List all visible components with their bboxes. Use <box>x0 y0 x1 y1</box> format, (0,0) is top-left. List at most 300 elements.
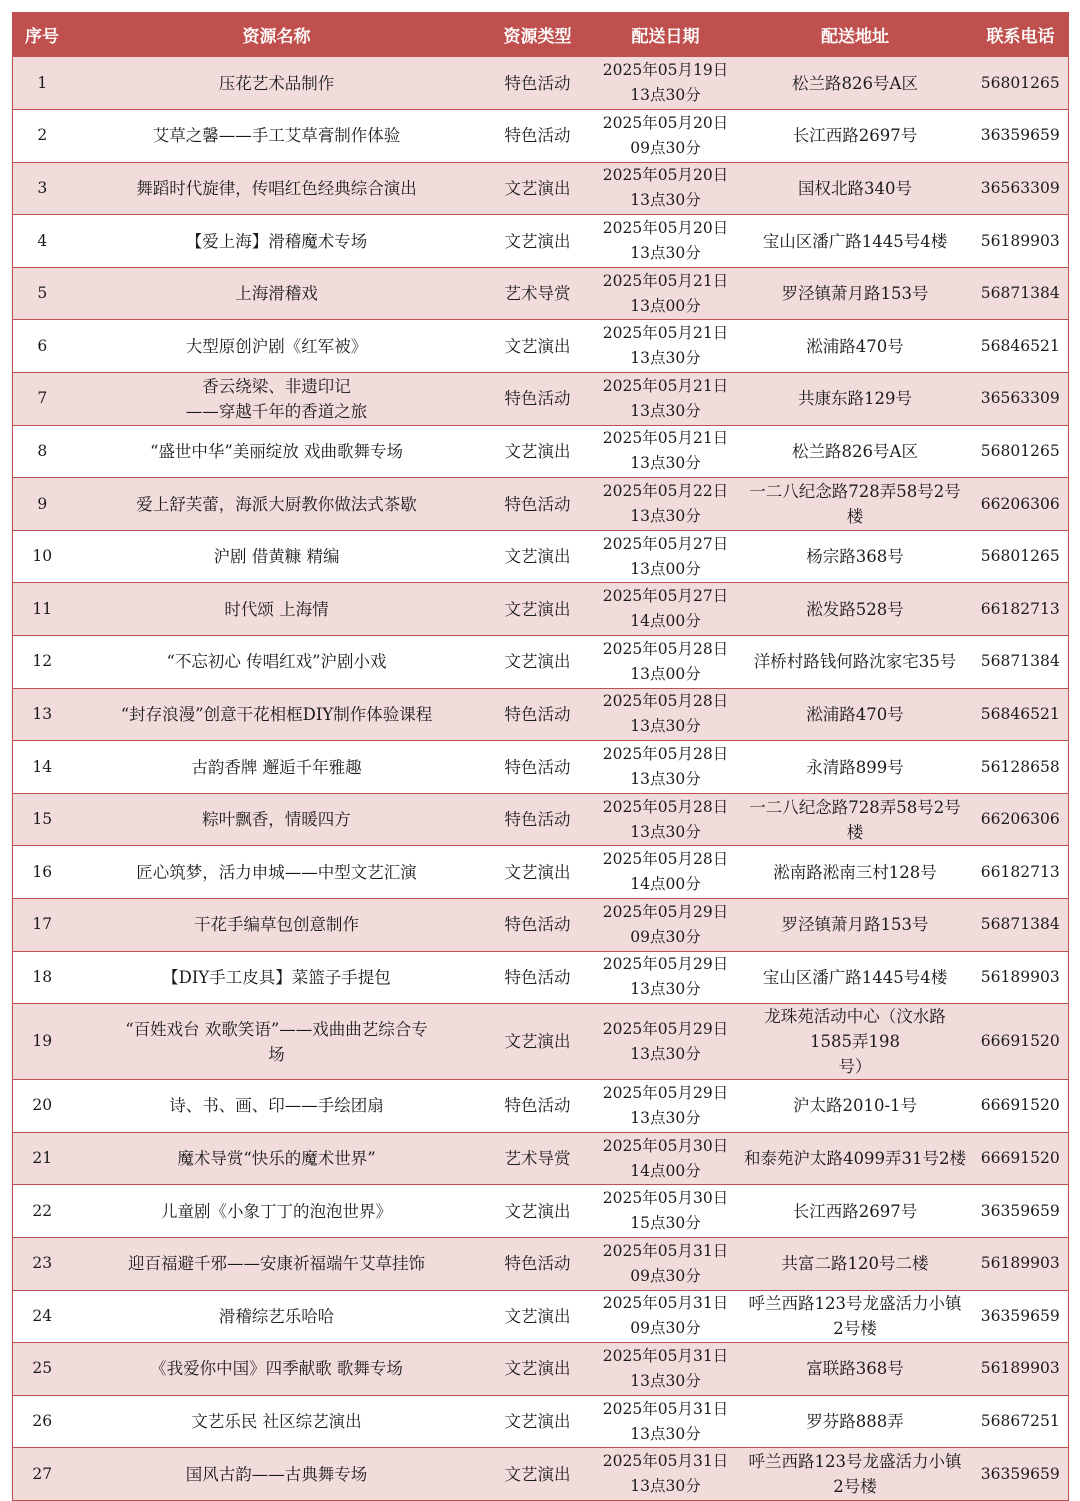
resource-name-line: “不忘初心 传唱红戏”沪剧小戏 <box>166 652 387 672</box>
cell-delivery-address <box>738 110 973 163</box>
cell-serial-number: 8 <box>13 425 72 478</box>
table-body <box>13 57 1069 1500</box>
cell-delivery-date <box>594 1132 738 1185</box>
delivery-address-line: 淞浦路470号 <box>806 336 904 356</box>
cell-contact-phone: 36359659 <box>973 1290 1069 1343</box>
delivery-time-text: 13点30分 <box>630 191 701 210</box>
cell-contact-phone: 56189903 <box>973 951 1069 1004</box>
cell-resource-name <box>72 530 482 583</box>
cell-resource-type: 特色活动 <box>482 951 594 1004</box>
cell-resource-name <box>72 57 482 110</box>
delivery-date-text: 2025年05月27日 <box>602 534 729 553</box>
cell-delivery-address <box>738 1395 973 1448</box>
table-row <box>13 1395 1069 1448</box>
cell-contact-phone: 66182713 <box>973 583 1069 636</box>
cell-delivery-date <box>594 688 738 741</box>
resource-name-line: 粽叶飘香，情暖四方 <box>202 810 351 830</box>
cell-contact-phone: 36563309 <box>973 162 1069 215</box>
resource-name-line: 压花艺术品制作 <box>218 73 335 93</box>
cell-resource-type: 文艺演出 <box>482 1343 594 1396</box>
cell-delivery-date <box>594 1185 738 1238</box>
delivery-date-text: 2025年05月31日 <box>602 1452 729 1471</box>
cell-delivery-address <box>738 636 973 689</box>
table-row <box>13 1080 1069 1133</box>
cell-resource-name <box>72 636 482 689</box>
cell-contact-phone: 36563309 <box>973 373 1069 426</box>
cell-contact-phone: 56871384 <box>973 267 1069 320</box>
cell-resource-type: 文艺演出 <box>482 162 594 215</box>
delivery-date-text: 2025年05月21日 <box>602 376 729 395</box>
resource-name-line: 诗、书、画、印——手绘团扇 <box>169 1096 384 1116</box>
table-header <box>13 12 1069 57</box>
resource-schedule-sheet <box>12 12 1068 1501</box>
delivery-date-text: 2025年05月21日 <box>602 271 729 290</box>
cell-contact-phone: 66182713 <box>973 846 1069 899</box>
cell-serial-number: 5 <box>13 267 72 320</box>
cell-resource-type: 文艺演出 <box>482 1290 594 1343</box>
cell-resource-name <box>72 1237 482 1290</box>
delivery-time-text: 13点30分 <box>630 1044 701 1063</box>
delivery-address-line: 宝山区潘广路1445号4楼 <box>762 231 948 251</box>
cell-serial-number: 13 <box>13 688 72 741</box>
cell-contact-phone: 56846521 <box>973 320 1069 373</box>
cell-delivery-address <box>738 1237 973 1290</box>
delivery-date-text: 2025年05月31日 <box>602 1294 729 1313</box>
cell-contact-phone: 66691520 <box>973 1004 1069 1080</box>
delivery-date-text: 2025年05月28日 <box>602 797 729 816</box>
cell-resource-name <box>72 1343 482 1396</box>
table-row <box>13 793 1069 846</box>
cell-resource-name <box>72 846 482 899</box>
delivery-date-text: 2025年05月21日 <box>602 429 729 448</box>
cell-contact-phone: 66206306 <box>973 793 1069 846</box>
cell-delivery-address <box>738 1004 973 1080</box>
delivery-time-text: 13点30分 <box>630 86 701 105</box>
cell-delivery-date <box>594 1237 738 1290</box>
cell-delivery-address <box>738 1343 973 1396</box>
cell-delivery-date <box>594 741 738 794</box>
cell-delivery-address <box>738 583 973 636</box>
cell-delivery-date <box>594 530 738 583</box>
cell-delivery-date <box>594 846 738 899</box>
cell-serial-number: 19 <box>13 1004 72 1080</box>
table-row <box>13 1132 1069 1185</box>
delivery-time-text: 13点30分 <box>630 822 701 841</box>
resource-name-line: 【DIY手工皮具】菜篮子手提包 <box>162 967 391 987</box>
table-row <box>13 110 1069 163</box>
cell-contact-phone: 56128658 <box>973 741 1069 794</box>
cell-contact-phone: 36359659 <box>973 1185 1069 1238</box>
table-row <box>13 846 1069 899</box>
cell-contact-phone: 56846521 <box>973 688 1069 741</box>
cell-delivery-date <box>594 1080 738 1133</box>
delivery-address-line: 富联路368号 <box>806 1359 904 1379</box>
header-delivery-date: 配送日期 <box>594 12 738 57</box>
cell-contact-phone: 66691520 <box>973 1132 1069 1185</box>
delivery-time-text: 09点30分 <box>630 138 701 157</box>
resource-name-line: 艾草之馨——手工艾草膏制作体验 <box>152 126 401 146</box>
cell-resource-name <box>72 110 482 163</box>
cell-resource-type: 文艺演出 <box>482 636 594 689</box>
cell-contact-phone: 56867251 <box>973 1395 1069 1448</box>
cell-serial-number: 24 <box>13 1290 72 1343</box>
cell-delivery-date <box>594 899 738 952</box>
cell-resource-type: 文艺演出 <box>482 1004 594 1080</box>
cell-delivery-address <box>738 1185 973 1238</box>
cell-delivery-address <box>738 793 973 846</box>
cell-resource-type: 文艺演出 <box>482 530 594 583</box>
table-row <box>13 583 1069 636</box>
table-row <box>13 530 1069 583</box>
delivery-address-line: 淞浦路470号 <box>806 704 904 724</box>
table-row <box>13 1290 1069 1343</box>
delivery-time-text: 13点30分 <box>630 401 701 420</box>
delivery-time-text: 13点00分 <box>630 664 701 683</box>
table-row <box>13 1004 1069 1080</box>
delivery-address-line: 松兰路826号A区 <box>792 441 918 461</box>
cell-resource-name <box>72 688 482 741</box>
cell-delivery-date <box>594 215 738 268</box>
delivery-date-text: 2025年05月22日 <box>602 482 729 501</box>
delivery-time-text: 14点00分 <box>630 1161 701 1180</box>
resource-name-line: 舞蹈时代旋律，传唱红色经典综合演出 <box>136 178 417 198</box>
cell-resource-type: 文艺演出 <box>482 1448 594 1501</box>
delivery-time-text: 09点30分 <box>630 927 701 946</box>
resource-name-line: 香云绕梁、非遗印记 <box>202 376 351 396</box>
table-row <box>13 373 1069 426</box>
delivery-time-text: 13点30分 <box>630 717 701 736</box>
delivery-time-text: 09点30分 <box>630 1266 701 1285</box>
cell-delivery-date <box>594 478 738 531</box>
header-row <box>13 12 1069 57</box>
cell-serial-number: 20 <box>13 1080 72 1133</box>
delivery-date-text: 2025年05月30日 <box>602 1189 729 1208</box>
cell-delivery-date <box>594 425 738 478</box>
resource-name-line: “盛世中华”美丽绽放 戏曲歌舞专场 <box>149 441 404 461</box>
delivery-date-text: 2025年05月29日 <box>602 955 729 974</box>
cell-serial-number: 16 <box>13 846 72 899</box>
delivery-time-text: 13点30分 <box>630 454 701 473</box>
cell-resource-name <box>72 478 482 531</box>
cell-resource-type: 文艺演出 <box>482 215 594 268</box>
table-row <box>13 425 1069 478</box>
cell-serial-number: 27 <box>13 1448 72 1501</box>
delivery-time-text: 13点30分 <box>630 980 701 999</box>
cell-delivery-date <box>594 1448 738 1501</box>
delivery-time-text: 13点30分 <box>630 1477 701 1496</box>
delivery-time-text: 14点00分 <box>630 875 701 894</box>
cell-resource-type: 文艺演出 <box>482 583 594 636</box>
cell-delivery-address <box>738 741 973 794</box>
delivery-date-text: 2025年05月28日 <box>602 692 729 711</box>
cell-delivery-address <box>738 162 973 215</box>
cell-delivery-address <box>738 320 973 373</box>
cell-serial-number: 26 <box>13 1395 72 1448</box>
cell-delivery-date <box>594 110 738 163</box>
delivery-address-line: 永清路899号 <box>806 757 904 777</box>
cell-delivery-address <box>738 425 973 478</box>
cell-delivery-date <box>594 636 738 689</box>
delivery-date-text: 2025年05月20日 <box>602 113 729 132</box>
cell-resource-name <box>72 1080 482 1133</box>
delivery-time-text: 13点30分 <box>630 244 701 263</box>
cell-resource-type: 特色活动 <box>482 478 594 531</box>
delivery-time-text: 13点30分 <box>630 1371 701 1390</box>
delivery-address-line: 罗泾镇萧月路153号 <box>781 915 929 935</box>
cell-resource-type: 特色活动 <box>482 110 594 163</box>
delivery-date-text: 2025年05月31日 <box>602 1241 729 1260</box>
table-row <box>13 636 1069 689</box>
cell-serial-number: 6 <box>13 320 72 373</box>
cell-resource-name <box>72 215 482 268</box>
delivery-time-text: 13点30分 <box>630 507 701 526</box>
cell-delivery-address <box>738 951 973 1004</box>
delivery-address-line: 一二八纪念路728弄58号2号楼 <box>749 482 961 527</box>
cell-contact-phone: 56189903 <box>973 215 1069 268</box>
table-row <box>13 162 1069 215</box>
cell-resource-name <box>72 373 482 426</box>
resource-name-line: 国风古韵——古典舞专场 <box>185 1464 368 1484</box>
table-row <box>13 899 1069 952</box>
delivery-address-line: 和泰苑沪太路4099弄31号2楼 <box>744 1149 966 1169</box>
resource-name-line: 干花手编草包创意制作 <box>194 915 359 935</box>
delivery-date-text: 2025年05月21日 <box>602 324 729 343</box>
header-delivery-address: 配送地址 <box>738 12 973 57</box>
cell-resource-name <box>72 951 482 1004</box>
table-row <box>13 478 1069 531</box>
cell-delivery-address <box>738 1132 973 1185</box>
cell-delivery-date <box>594 583 738 636</box>
table-row <box>13 688 1069 741</box>
cell-resource-type: 特色活动 <box>482 373 594 426</box>
cell-resource-name <box>72 425 482 478</box>
delivery-address-line: 龙珠苑活动中心（汶水路1585弄198 <box>764 1007 946 1052</box>
delivery-time-text: 14点00分 <box>630 612 701 631</box>
delivery-address-line: 一二八纪念路728弄58号2号楼 <box>749 797 961 842</box>
table-row <box>13 1185 1069 1238</box>
delivery-address-line: 杨宗路368号 <box>806 547 904 567</box>
delivery-time-text: 13点30分 <box>630 770 701 789</box>
cell-delivery-address <box>738 57 973 110</box>
header-serial-number: 序号 <box>13 12 72 57</box>
table-row <box>13 741 1069 794</box>
resource-name-line: 儿童剧《小象丁丁的泡泡世界》 <box>161 1201 392 1221</box>
cell-delivery-date <box>594 951 738 1004</box>
cell-resource-name <box>72 793 482 846</box>
delivery-time-text: 15点30分 <box>630 1214 701 1233</box>
delivery-address-line: 共康东路129号 <box>798 389 912 409</box>
delivery-address-line: 长江西路2697号 <box>792 126 918 146</box>
resource-name-line: ——穿越千年的香道之旅 <box>185 401 368 421</box>
cell-delivery-date <box>594 373 738 426</box>
table-row <box>13 215 1069 268</box>
delivery-time-text: 13点00分 <box>630 559 701 578</box>
cell-resource-name <box>72 1132 482 1185</box>
cell-resource-name <box>72 1185 482 1238</box>
cell-delivery-date <box>594 162 738 215</box>
delivery-address-line: 罗芬路888弄 <box>806 1412 904 1432</box>
cell-delivery-date <box>594 1004 738 1080</box>
resource-name-line: 迎百福避千邪——安康祈福端午艾草挂饰 <box>128 1254 425 1274</box>
cell-resource-type: 文艺演出 <box>482 1395 594 1448</box>
cell-resource-type: 特色活动 <box>482 899 594 952</box>
cell-contact-phone: 66691520 <box>973 1080 1069 1133</box>
cell-resource-name <box>72 162 482 215</box>
cell-serial-number: 4 <box>13 215 72 268</box>
delivery-address-line: 松兰路826号A区 <box>792 73 918 93</box>
cell-delivery-address <box>738 530 973 583</box>
delivery-address-line: 罗泾镇萧月路153号 <box>781 284 929 304</box>
resource-name-line: 时代颂 上海情 <box>224 599 329 619</box>
delivery-address-line: 号） <box>838 1057 872 1077</box>
delivery-address-line: 淞发路528号 <box>806 599 904 619</box>
cell-delivery-address <box>738 1448 973 1501</box>
delivery-address-line: 共富二路120号二楼 <box>781 1254 929 1274</box>
cell-resource-type: 特色活动 <box>482 688 594 741</box>
cell-resource-name <box>72 267 482 320</box>
delivery-date-text: 2025年05月29日 <box>602 902 729 921</box>
cell-contact-phone: 36359659 <box>973 110 1069 163</box>
delivery-date-text: 2025年05月28日 <box>602 639 729 658</box>
header-resource-name: 资源名称 <box>72 12 482 57</box>
cell-delivery-date <box>594 57 738 110</box>
header-resource-type: 资源类型 <box>482 12 594 57</box>
resource-name-line: 文艺乐民 社区综艺演出 <box>191 1412 362 1432</box>
delivery-time-text: 13点30分 <box>630 349 701 368</box>
cell-resource-type: 艺术导赏 <box>482 267 594 320</box>
cell-delivery-address <box>738 1080 973 1133</box>
cell-serial-number: 18 <box>13 951 72 1004</box>
cell-delivery-address <box>738 899 973 952</box>
cell-contact-phone: 56801265 <box>973 57 1069 110</box>
cell-resource-name <box>72 899 482 952</box>
cell-serial-number: 7 <box>13 373 72 426</box>
delivery-time-text: 13点30分 <box>630 1108 701 1127</box>
resource-name-line: 沪剧 借黄糠 精编 <box>213 547 340 567</box>
cell-serial-number: 25 <box>13 1343 72 1396</box>
resource-name-line: 匠心筑梦，活力申城——中型文艺汇演 <box>136 862 417 882</box>
cell-serial-number: 21 <box>13 1132 72 1185</box>
table-row <box>13 57 1069 110</box>
cell-delivery-address <box>738 373 973 426</box>
cell-resource-type: 特色活动 <box>482 1080 594 1133</box>
resource-name-line: 滑稽综艺乐哈哈 <box>218 1306 335 1326</box>
cell-serial-number: 22 <box>13 1185 72 1238</box>
delivery-date-text: 2025年05月28日 <box>602 745 729 764</box>
cell-contact-phone: 36359659 <box>973 1448 1069 1501</box>
delivery-date-text: 2025年05月29日 <box>602 1083 729 1102</box>
resource-schedule-table <box>12 12 1069 1501</box>
cell-resource-type: 特色活动 <box>482 741 594 794</box>
resource-name-line: 大型原创沪剧《红军被》 <box>185 336 368 356</box>
delivery-date-text: 2025年05月20日 <box>602 166 729 185</box>
delivery-date-text: 2025年05月27日 <box>602 587 729 606</box>
delivery-address-line: 宝山区潘广路1445号4楼 <box>762 967 948 987</box>
cell-delivery-address <box>738 1290 973 1343</box>
cell-contact-phone: 56801265 <box>973 425 1069 478</box>
cell-resource-type: 特色活动 <box>482 1237 594 1290</box>
cell-resource-type: 文艺演出 <box>482 320 594 373</box>
cell-serial-number: 15 <box>13 793 72 846</box>
cell-delivery-date <box>594 1290 738 1343</box>
table-row <box>13 1343 1069 1396</box>
cell-resource-name <box>72 320 482 373</box>
cell-serial-number: 14 <box>13 741 72 794</box>
delivery-date-text: 2025年05月19日 <box>602 61 729 80</box>
cell-serial-number: 17 <box>13 899 72 952</box>
table-row <box>13 951 1069 1004</box>
delivery-date-text: 2025年05月31日 <box>602 1399 729 1418</box>
resource-name-line: 《我爱你中国》四季献歌 歌舞专场 <box>150 1359 403 1379</box>
cell-resource-name <box>72 1395 482 1448</box>
cell-serial-number: 12 <box>13 636 72 689</box>
resource-name-line: “封存浪漫”创意干花相框DIY制作体验课程 <box>120 704 433 724</box>
delivery-date-text: 2025年05月20日 <box>602 219 729 238</box>
cell-contact-phone: 56801265 <box>973 530 1069 583</box>
delivery-address-line: 沪太路2010-1号 <box>792 1096 918 1116</box>
cell-resource-name <box>72 1448 482 1501</box>
cell-delivery-address <box>738 267 973 320</box>
cell-delivery-address <box>738 478 973 531</box>
table-row <box>13 1237 1069 1290</box>
cell-delivery-date <box>594 267 738 320</box>
resource-name-line: 场 <box>268 1044 285 1064</box>
cell-serial-number: 11 <box>13 583 72 636</box>
cell-serial-number: 2 <box>13 110 72 163</box>
delivery-time-text: 13点30分 <box>630 1424 701 1443</box>
delivery-address-line: 洋桥村路钱何路沈家宅35号 <box>753 652 957 672</box>
delivery-address-line: 呼兰西路123号龙盛活力小镇2号楼 <box>748 1452 962 1497</box>
cell-resource-name <box>72 583 482 636</box>
cell-contact-phone: 56871384 <box>973 899 1069 952</box>
cell-contact-phone: 66206306 <box>973 478 1069 531</box>
delivery-time-text: 09点30分 <box>630 1319 701 1338</box>
resource-name-line: 魔术导赏“快乐的魔术世界” <box>177 1149 376 1169</box>
cell-delivery-date <box>594 1343 738 1396</box>
delivery-address-line: 淞南路淞南三村128号 <box>773 862 937 882</box>
delivery-time-text: 13点00分 <box>630 296 701 315</box>
cell-delivery-address <box>738 846 973 899</box>
header-contact-phone: 联系电话 <box>973 12 1069 57</box>
cell-serial-number: 9 <box>13 478 72 531</box>
cell-delivery-address <box>738 688 973 741</box>
delivery-date-text: 2025年05月28日 <box>602 850 729 869</box>
cell-resource-type: 艺术导赏 <box>482 1132 594 1185</box>
cell-serial-number: 10 <box>13 530 72 583</box>
resource-name-line: 【爱上海】滑稽魔术专场 <box>185 231 368 251</box>
delivery-date-text: 2025年05月31日 <box>602 1346 729 1365</box>
cell-resource-type: 特色活动 <box>482 793 594 846</box>
cell-resource-name <box>72 1004 482 1080</box>
cell-serial-number: 1 <box>13 57 72 110</box>
cell-contact-phone: 56871384 <box>973 636 1069 689</box>
resource-name-line: 古韵香牌 邂逅千年雅趣 <box>191 757 362 777</box>
cell-delivery-date <box>594 1395 738 1448</box>
resource-name-line: 爱上舒芙蕾，海派大厨教你做法式茶歇 <box>136 494 417 514</box>
delivery-date-text: 2025年05月29日 <box>602 1019 729 1038</box>
delivery-address-line: 长江西路2697号 <box>792 1201 918 1221</box>
table-row <box>13 267 1069 320</box>
cell-resource-type: 特色活动 <box>482 57 594 110</box>
delivery-address-line: 呼兰西路123号龙盛活力小镇2号楼 <box>748 1294 962 1339</box>
delivery-address-line: 国权北路340号 <box>798 178 912 198</box>
resource-name-line: 上海滑稽戏 <box>235 284 318 304</box>
cell-serial-number: 3 <box>13 162 72 215</box>
cell-resource-type: 文艺演出 <box>482 425 594 478</box>
cell-delivery-date <box>594 793 738 846</box>
delivery-date-text: 2025年05月30日 <box>602 1136 729 1155</box>
cell-contact-phone: 56189903 <box>973 1343 1069 1396</box>
